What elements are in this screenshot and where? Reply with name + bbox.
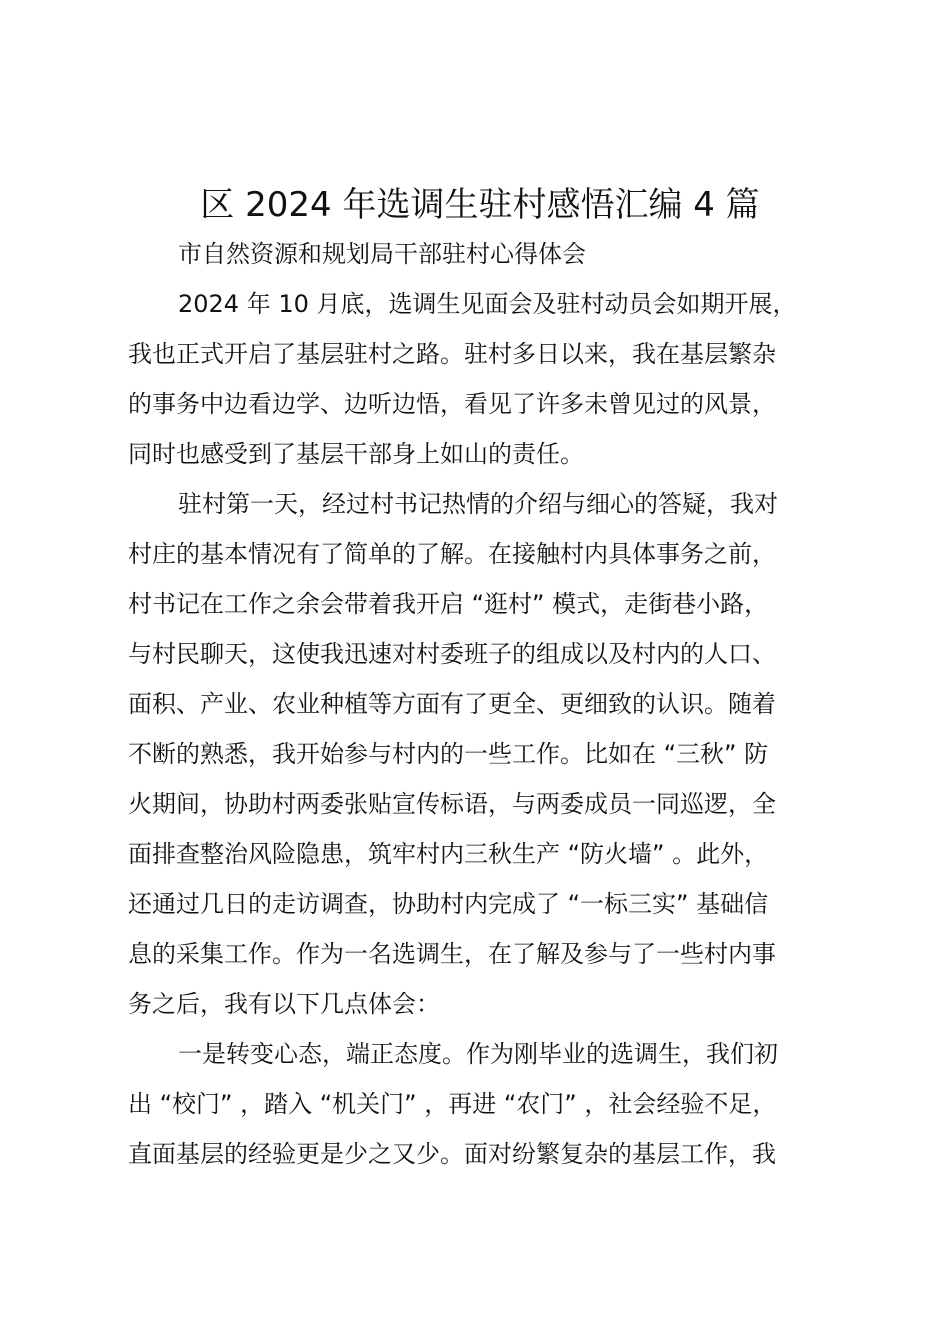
paragraph-line: 息的采集工作。作为一名选调生，在了解及参与了一些村内事 — [128, 940, 776, 968]
paragraph-line: 2024 年 10 月底，选调生见面会及驻村动员会如期开展， — [178, 290, 797, 318]
paragraph-line: 不断的熟悉，我开始参与村内的一些工作。比如在 “三秋” 防 — [128, 740, 769, 768]
paragraph-line: 与村民聊天，这使我迅速对村委班子的组成以及村内的人口、 — [128, 640, 776, 668]
paragraph-line: 直面基层的经验更是少之又少。面对纷繁复杂的基层工作，我 — [128, 1140, 776, 1168]
paragraph-line: 面排查整治风险隐患，筑牢村内三秋生产 “防火墙” 。此外， — [128, 840, 769, 868]
paragraph-line: 还通过几日的走访调查，协助村内完成了 “一标三实” 基础信 — [128, 890, 769, 918]
paragraph-line: 一是转变心态，端正态度。作为刚毕业的选调生，我们初 — [178, 1040, 778, 1068]
paragraph-line: 面积、产业、农业种植等方面有了更全、更细致的认识。随着 — [128, 690, 776, 718]
paragraph-line: 出 “校门” ，踏入 “机关门” ，再进 “农门” ，社会经验不足， — [128, 1090, 777, 1118]
paragraph-line: 火期间，协助村两委张贴宣传标语，与两委成员一同巡逻，全 — [128, 790, 776, 818]
paragraph-line: 的事务中边看边学、边听边悟，看见了许多未曾见过的风景， — [128, 390, 776, 418]
paragraph-line: 驻村第一天，经过村书记热情的介绍与细心的答疑，我对 — [178, 490, 778, 518]
document-title: 区 2024 年选调生驻村感悟汇编 4 篇 — [200, 185, 760, 225]
paragraph-line: 村书记在工作之余会带着我开启 “逛村” 模式，走街巷小路， — [128, 590, 769, 618]
paragraph-line: 同时也感受到了基层干部身上如山的责任。 — [128, 440, 584, 468]
paragraph-line: 我也正式开启了基层驻村之路。驻村多日以来，我在基层繁杂 — [128, 340, 776, 368]
document-subtitle: 市自然资源和规划局干部驻村心得体会 — [178, 240, 586, 268]
paragraph-line: 村庄的基本情况有了简单的了解。在接触村内具体事务之前， — [128, 540, 776, 568]
paragraph-line: 务之后，我有以下几点体会： — [128, 990, 440, 1018]
